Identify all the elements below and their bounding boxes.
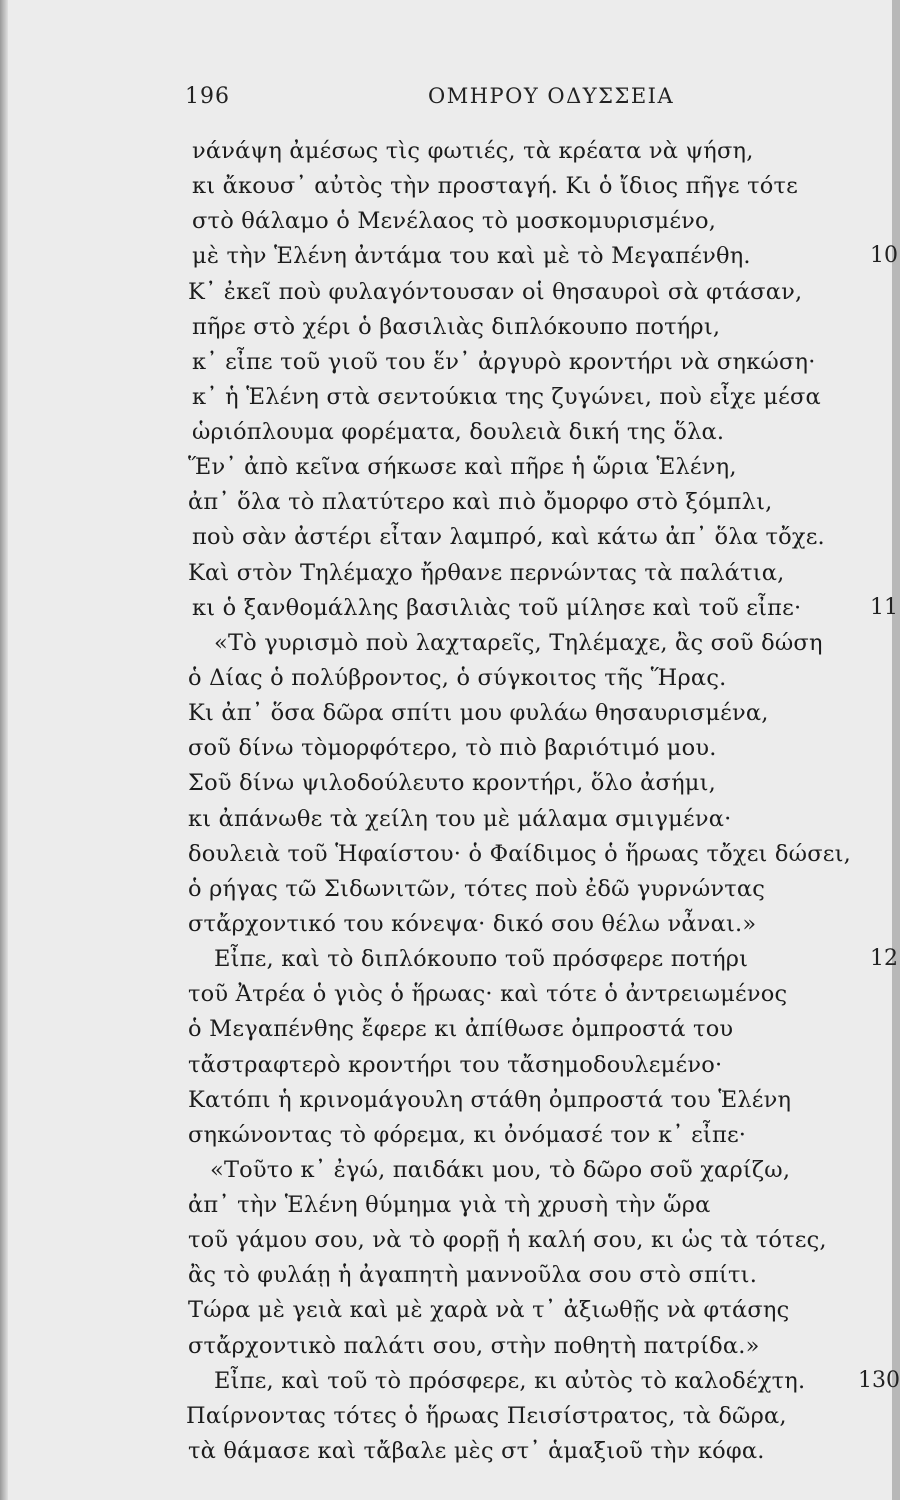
line-number: 12 — [870, 946, 898, 971]
verse-line: Καὶ στὸν Τηλέμαχο ἤρθανε περνώντας τὰ παλάτια, — [188, 560, 785, 586]
verse-line: νάνάψη ἀμέσως τὶς φωτιές, τὰ κρέατα νὰ ψήση, — [192, 138, 754, 164]
verse-line: κ᾽ ἡ Ἑλένη στὰ σεντούκια της ζυγώνει, ποὺ εἶχε μέσα — [192, 384, 821, 410]
verse-line: τοῦ Ἀτρέα ὁ γιὸς ὁ ἥρωας· καὶ τότε ὁ ἀντρειωμένος — [188, 981, 788, 1007]
verse-line: Παίρνοντας τότες ὁ ἥρωας Πεισίστρατος, τὰ δῶρα, — [186, 1403, 787, 1429]
verse-line: Κι ἀπ᾽ ὅσα δῶρα σπίτι μου φυλάω θησαυρισμένα, — [188, 700, 769, 726]
running-title: ΟΜΗΡΟΥ ΟΔΥΣΣΕΙΑ — [428, 84, 675, 108]
verse-line: Ἕν᾽ ἀπὸ κεῖνα σήκωσε καὶ πῆρε ἡ ὥρια Ἑλένη, — [188, 454, 737, 480]
verse-line: ποὺ σὰν ἀστέρι εἶταν λαμπρό, καὶ κάτω ἀπ᾽ ὅλα τὄχε. — [192, 524, 825, 550]
verse-line: «Τοῦτο κ᾽ ἐγώ, παιδάκι μου, τὸ δῶρο σοῦ χαρίζω, — [210, 1157, 791, 1183]
verse-line: Εἶπε, καὶ τὸ διπλόκουπο τοῦ πρόσφερε ποτήρι — [214, 946, 749, 972]
verse-line: ὁ Μεγαπένθης ἔφερε κι ἀπίθωσε ὀμπροστά του — [188, 1016, 734, 1042]
verse-line: πῆρε στὸ χέρι ὁ βασιλιὰς διπλόκουπο ποτήρι, — [192, 314, 721, 340]
verse-line: Εἶπε, καὶ τοῦ τὸ πρόσφερε, κι αὐτὸς τὸ καλοδέχτη. — [214, 1368, 806, 1394]
verse-line: κι ὁ ξανθομάλλης βασιλιὰς τοῦ μίλησε καὶ τοῦ εἶπε· — [192, 595, 802, 621]
line-number: 11 — [870, 595, 898, 620]
verse-line: δουλειὰ τοῦ Ἡφαίστου· ὁ Φαίδιμος ὁ ἥρωας τὄχει δώσει, — [188, 841, 852, 867]
verse-line: «Τὸ γυρισμὸ ποὺ λαχταρεῖς, Τηλέμαχε, ἂς σοῦ δώση — [214, 630, 823, 656]
verse-line: μὲ τὴν Ἑλένη ἀντάμα του καὶ μὲ τὸ Μεγαπένθη. — [192, 243, 751, 269]
line-number: 10 — [870, 243, 898, 268]
verse-line: στὸ θάλαμο ὁ Μενέλαος τὸ μοσκομυρισμένο, — [192, 208, 717, 234]
verse-line: ἀπ᾽ ὅλα τὸ πλατύτερο καὶ πιὸ ὄμορφο στὸ ξόμπλι, — [188, 489, 773, 515]
page-number: 196 — [185, 84, 230, 109]
verse-line: Σοῦ δίνω ψιλοδούλευτο κροντήρι, ὅλο ἀσήμι, — [188, 770, 716, 796]
verse-line: ὡριόπλουμα φορέματα, δουλειὰ δική της ὅλα. — [192, 419, 725, 445]
verse-line: τἄστραφτερὸ κροντήρι του τἄσημοδουλεμένο· — [188, 1052, 723, 1078]
verse-line: κι ἄκουσ᾽ αὐτὸς τὴν προσταγή. Κι ὁ ἴδιος πῆγε τότε — [192, 173, 799, 199]
verse-line: τοῦ γάμου σου, νὰ τὸ φορῇ ἡ καλή σου, κι ὡς τὰ τότες, — [188, 1227, 827, 1253]
verse-line: Κατόπι ἡ κρινομάγουλη στάθη ὀμπροστά του Ἑλένη — [188, 1087, 792, 1113]
verse-line: Κ᾽ ἐκεῖ ποὺ φυλαγόντουσαν οἱ θησαυροὶ σὰ φτάσαν, — [188, 279, 803, 305]
verse-line: κι ἀπάνωθε τὰ χείλη του μὲ μάλαμα σμιγμένα· — [188, 806, 732, 832]
verse-line: ἀπ᾽ τὴν Ἑλένη θύμημα γιὰ τὴ χρυσὴ τὴν ὥρα — [188, 1192, 711, 1218]
verse-line: ὁ Δίας ὁ πολύβροντος, ὁ σύγκοιτος τῆς Ἥρας. — [188, 665, 727, 691]
verse-line: στἄρχοντικὸ παλάτι σου, στὴν ποθητὴ πατρίδα.» — [188, 1333, 760, 1359]
line-number: 130 — [858, 1368, 900, 1393]
verse-line: στἄρχοντικό του κόνεψα· δικό σου θέλω νἆναι.» — [188, 911, 757, 937]
verse-line: ὁ ρήγας τῶ Σιδωνιτῶν, τότες ποὺ ἐδῶ γυρνώντας — [188, 876, 766, 902]
verse-line: ἂς τὸ φυλάῃ ἡ ἀγαπητὴ μαννοῦλα σου στὸ σπίτι. — [188, 1262, 758, 1288]
verse-line: Τώρα μὲ γειὰ καὶ μὲ χαρὰ νὰ τ᾽ ἀξιωθῇς νὰ φτάσης — [188, 1297, 790, 1323]
verse-line: σοῦ δίνω τὸμορφότερο, τὸ πιὸ βαριότιμό μου. — [188, 735, 717, 761]
verse-line: κ᾽ εἶπε τοῦ γιοῦ του ἕν᾽ ἀργυρὸ κροντήρι νὰ σηκώση· — [192, 349, 816, 375]
verse-line: σηκώνοντας τὸ φόρεμα, κι ὀνόμασέ τον κ᾽ εἶπε· — [188, 1122, 747, 1148]
verse-line: τὰ θάμασε καὶ τἄβαλε μὲς στ᾽ ἁμαξιοῦ τὴν κόφα. — [188, 1438, 765, 1464]
